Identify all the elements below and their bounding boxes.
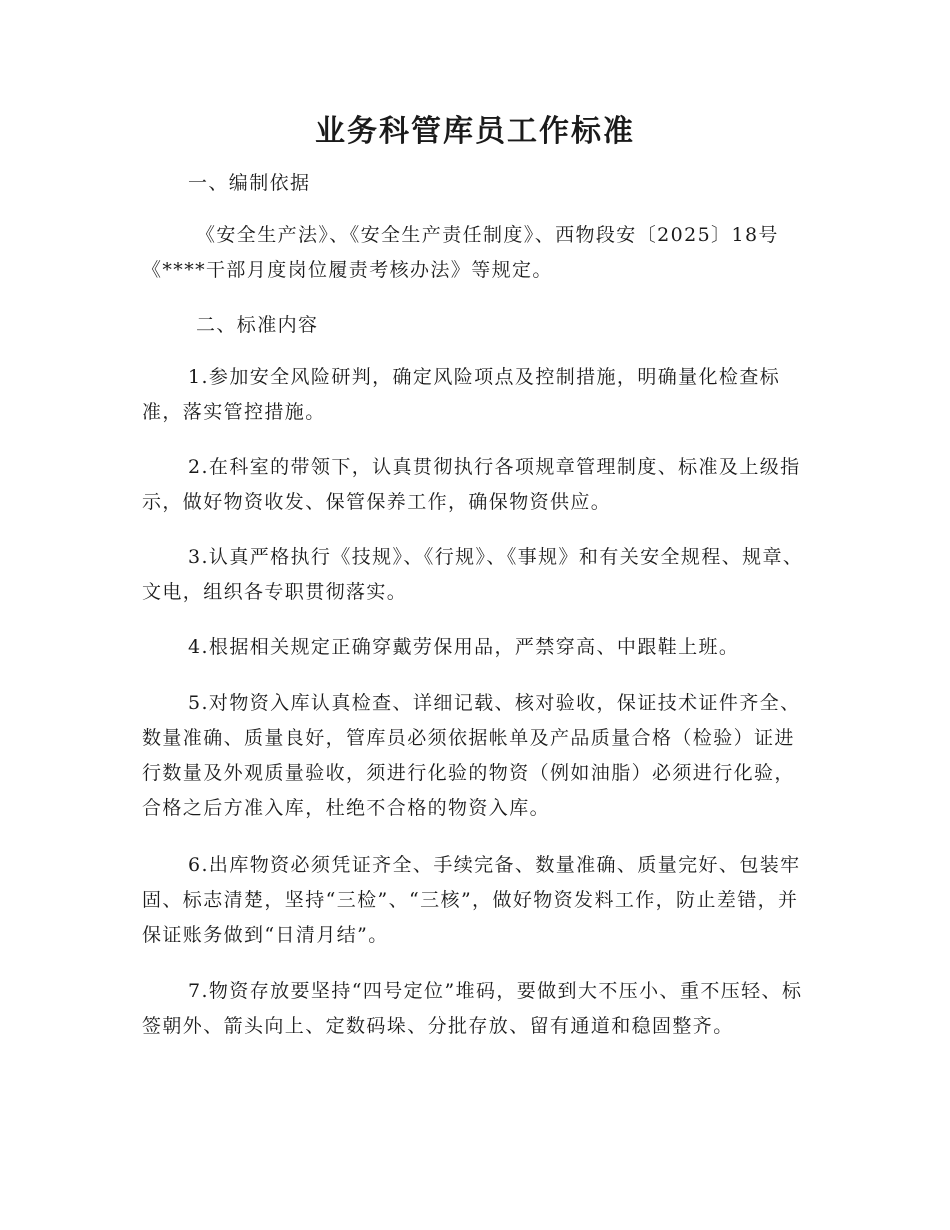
standard-item-6: 6.出库物资必须凭证齐全、手续完备、数量准确、质量完好、包装牢固、标志清楚，坚持“三检”、“三核”，做好物资发料工作，防止差错，并保证账务做到“日清月结”。 xyxy=(142,854,801,946)
standard-item-5: 5.对物资入库认真检查、详细记载、核对验收，保证技术证件齐全、数量准确、质量良好，管库员必须依据帐单及产品质量合格（检验）证进行数量及外观质量验收，须进行化验的物资（例如油脂）必须进行化验，合格之后方准入库，杜绝不合格的物资入库。 xyxy=(142,692,801,819)
standard-item-3: 3.认真严格执行《技规》、《行规》、《事规》和有关安全规程、规章、文电，组织各专职贯彻落实。 xyxy=(142,546,804,603)
section-heading-basis: 一、编制依据 xyxy=(188,172,311,194)
standard-item-4: 4.根据相关规定正确穿戴劳保用品，严禁穿高、中跟鞋上班。 xyxy=(188,636,740,658)
basis-paragraph: 《安全生产法》、《安全生产责任制度》、西物段安〔2025〕18号《****干部月度岗位履责考核办法》等规定。 xyxy=(142,224,779,281)
standard-item-2: 2.在科室的带领下，认真贯彻执行各项规章管理制度、标准及上级指示，做好物资收发、保管保养工作，确保物资供应。 xyxy=(142,456,801,513)
standard-item-1: 1.参加安全风险研判，确定风险项点及控制措施，明确量化检查标准，落实管控措施。 xyxy=(142,366,781,423)
standard-item-7: 7.物资存放要坚持“四号定位”堆码，要做到大不压小、重不压轻、标签朝外、箭头向上、定数码垛、分批存放、留有通道和稳固整齐。 xyxy=(142,980,803,1037)
document-title: 业务科管库员工作标准 xyxy=(315,114,635,149)
section-heading-content: 二、标准内容 xyxy=(196,314,319,336)
